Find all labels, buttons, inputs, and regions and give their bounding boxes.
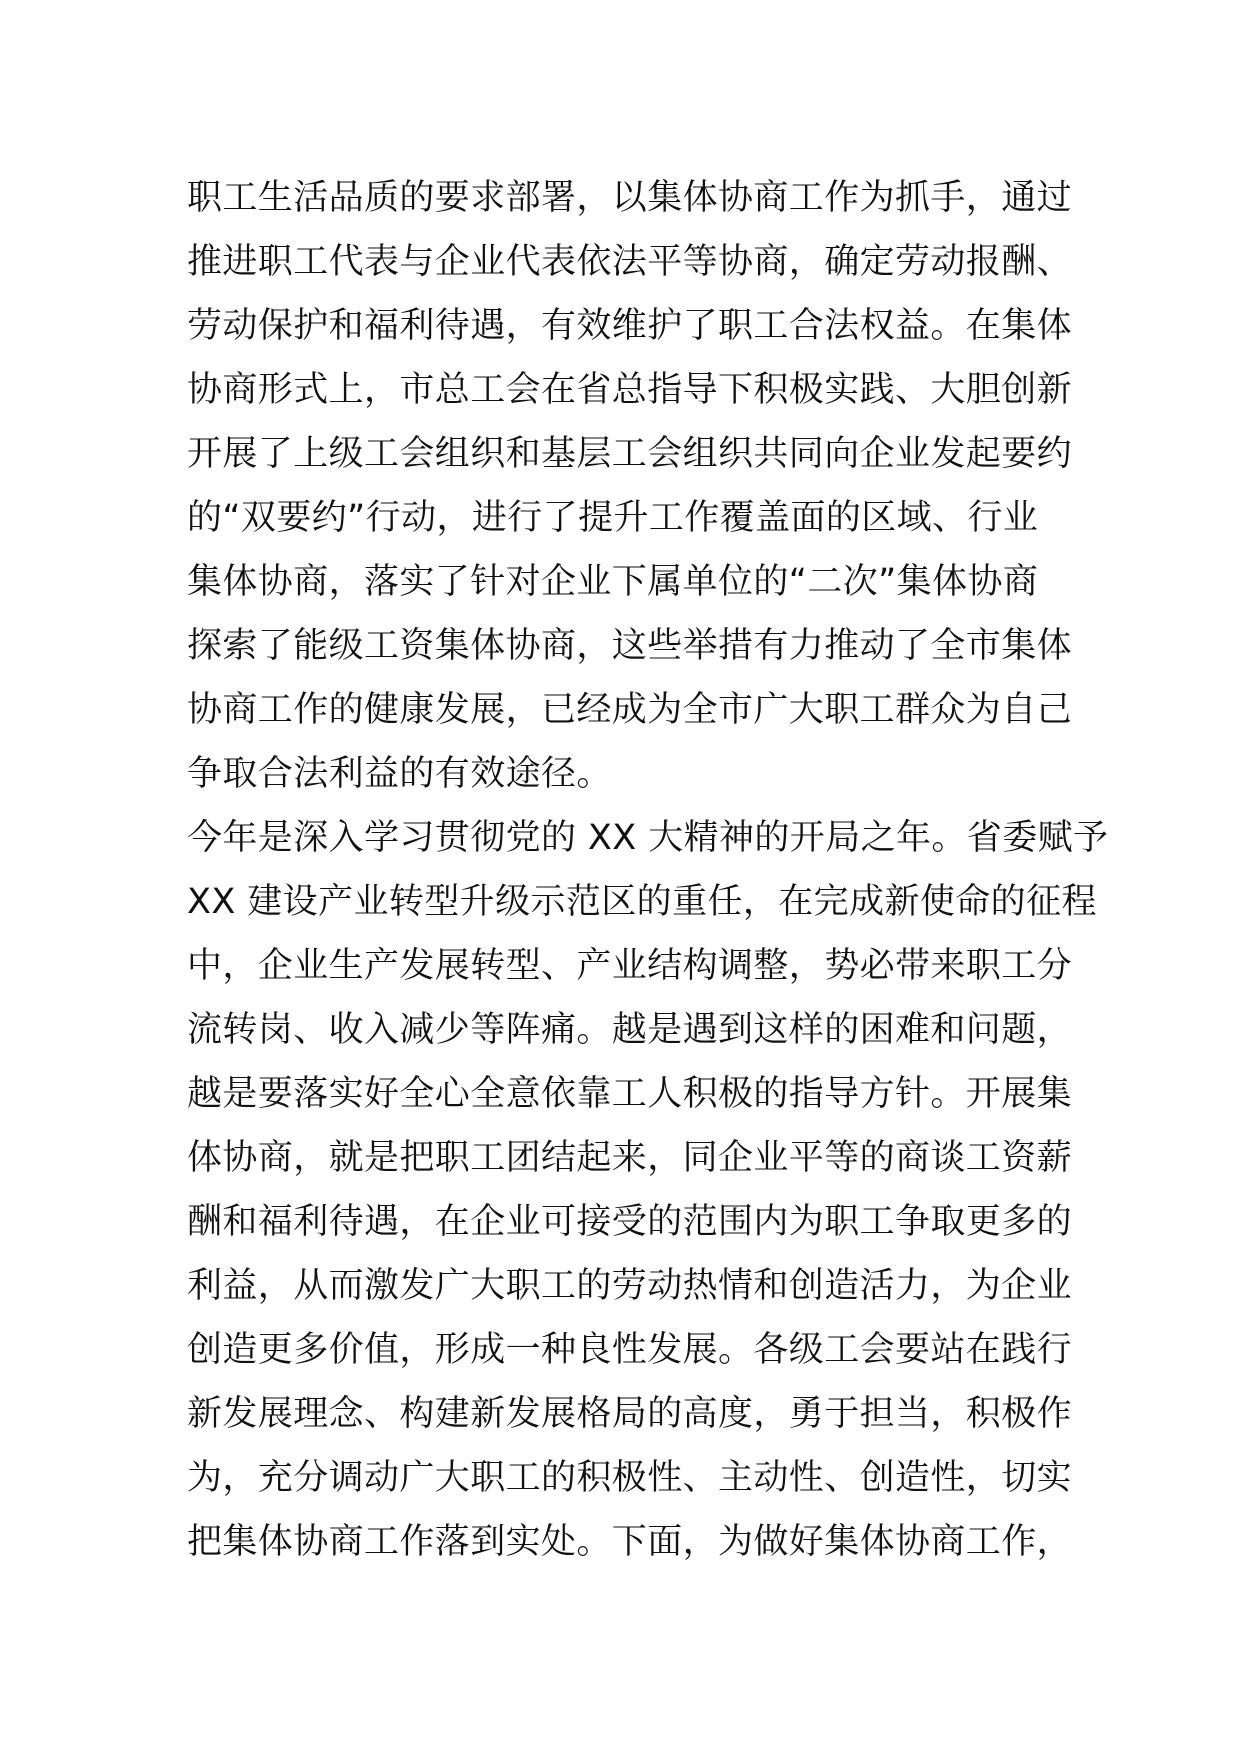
- text-line: 集体协商，落实了针对企业下属单位的“二次”集体协商: [187, 562, 1039, 602]
- text-line: 越是要落实好全心全意依靠工人积极的指导方针。开展集: [187, 1074, 1073, 1114]
- text-line: 为，充分调动广大职工的积极性、主动性、创造性，切实: [187, 1458, 1073, 1498]
- text-line: 流转岗、收入减少等阵痛。越是遇到这样的困难和问题，: [187, 1010, 1073, 1050]
- text-line: 协商形式上，市总工会在省总指导下积极实践、大胆创新: [187, 370, 1073, 410]
- text-line: 把集体协商工作落到实处。下面，为做好集体协商工作，: [187, 1522, 1073, 1562]
- text-line: 中，企业生产发展转型、产业结构调整，势必带来职工分: [187, 946, 1073, 986]
- text-line: 职工生活品质的要求部署，以集体协商工作为抓手，通过: [187, 178, 1073, 218]
- text-line: 创造更多价值，形成一种良性发展。各级工会要站在践行: [187, 1330, 1073, 1370]
- text-line: 的“双要约”行动，进行了提升工作覆盖面的区域、行业: [187, 498, 1039, 538]
- text-line: 利益，从而激发广大职工的劳动热情和创造活力，为企业: [187, 1266, 1073, 1306]
- text-line: XX 建设产业转型升级示范区的重任，在完成新使命的征程: [187, 882, 1097, 922]
- text-line: 探索了能级工资集体协商，这些举措有力推动了全市集体: [187, 626, 1073, 666]
- text-line: 酬和福利待遇，在企业可接受的范围内为职工争取更多的: [187, 1202, 1073, 1242]
- text-line: 开展了上级工会组织和基层工会组织共同向企业发起要约: [187, 434, 1073, 474]
- text-line: 推进职工代表与企业代表依法平等协商，确定劳动报酬、: [187, 242, 1073, 282]
- text-line: 劳动保护和福利待遇，有效维护了职工合法权益。在集体: [187, 306, 1073, 346]
- body-text: [187, 166, 1109, 1574]
- text-line: 协商工作的健康发展，已经成为全市广大职工群众为自己: [187, 690, 1073, 730]
- text-line: 新发展理念、构建新发展格局的高度，勇于担当，积极作: [187, 1394, 1073, 1434]
- text-line: 今年是深入学习贯彻党的 XX 大精神的开局之年。省委赋予: [187, 818, 1109, 858]
- text-line: 体协商，就是把职工团结起来，同企业平等的商谈工资薪: [187, 1138, 1073, 1178]
- text-line: 争取合法利益的有效途径。: [187, 754, 612, 794]
